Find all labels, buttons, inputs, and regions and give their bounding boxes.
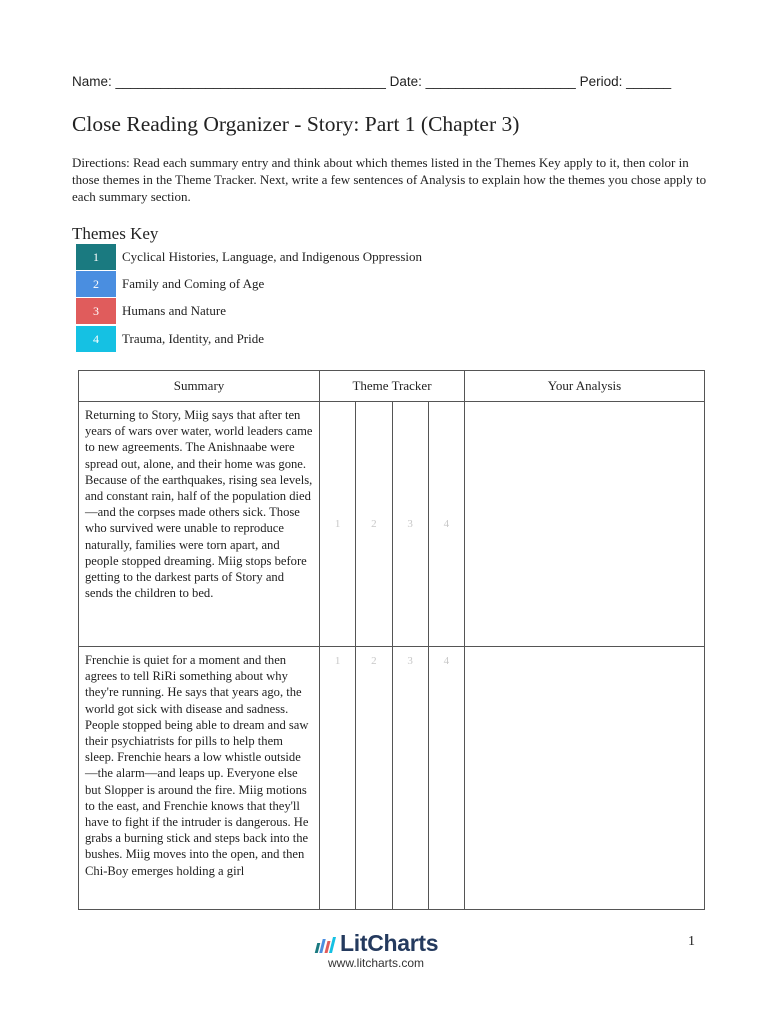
analysis-cell[interactable] <box>465 647 705 910</box>
theme-key-item-2 <box>76 271 264 297</box>
theme-label-2: Family and Coming of Age <box>122 276 265 291</box>
tracker-box-3[interactable]: 3 <box>393 647 429 909</box>
theme-tracker-cell <box>320 647 465 910</box>
theme-tracker-cell <box>320 402 465 647</box>
logo-bars-icon <box>316 935 336 953</box>
table-row <box>79 402 705 647</box>
page-title: Close Reading Organizer - Story: Part 1 (Chapter 3) <box>72 112 520 136</box>
table-header-row <box>79 371 705 402</box>
theme-label-4: Trauma, Identity, and Pride <box>122 331 265 346</box>
period-field[interactable]: ______ <box>626 74 672 89</box>
tracker-box-3[interactable]: 3 <box>393 402 429 646</box>
summary-cell: Frenchie is quiet for a moment and then agrees to tell RiRi something about why they're running. He says that years ago, the world got sick with disease and sadness. People stopped being able to dream and saw their psychiatrists for pills to help them sleep. Frenchie hears a low whistle outside—the alarm—and leaps up. Everyone else but Slopper is around the fire. Miig motions to the east, and Frenchie knows that they'll have to fight if the intruder is dangerous. He grabs a burning stick and steps back into the bushes. Miig moves into the open, and then Chi-Boy emerges holding a girl <box>79 647 320 910</box>
themes-key-heading: Themes Key <box>72 224 159 243</box>
directions-text: Directions: Read each summary entry and think about which themes listed in the Themes Key apply to it, then color in those themes in the Theme Tracker. Next, write a few sentences of Analysis to explain how the themes you chose apply to each summary section. <box>72 155 707 204</box>
analysis-header: Your Analysis <box>465 371 705 402</box>
tracker-box-4[interactable]: 4 <box>443 655 450 667</box>
summary-header: Summary <box>79 371 320 402</box>
theme-tracker-header: Theme Tracker <box>320 371 465 402</box>
name-label: Name: <box>72 74 112 89</box>
page-number: 1 <box>688 934 695 949</box>
tracker-box-2[interactable]: 2 <box>356 647 392 909</box>
theme-label-1: Cyclical Histories, Language, and Indigenous Oppression <box>122 249 423 264</box>
theme-swatch-2: 2 <box>76 271 116 297</box>
tracker-box-2[interactable]: 2 <box>356 402 392 646</box>
analysis-cell[interactable] <box>465 402 705 647</box>
theme-key-item-4 <box>76 326 264 352</box>
theme-swatch-3: 3 <box>76 298 116 324</box>
litcharts-logo <box>316 930 438 957</box>
date-label: Date: <box>389 74 422 89</box>
close-reading-table <box>78 370 705 910</box>
footer-url: www.litcharts.com <box>328 956 425 970</box>
date-field[interactable]: ____________________ <box>425 74 576 89</box>
theme-swatch-4: 4 <box>76 326 116 352</box>
theme-label-3: Humans and Nature <box>122 303 226 318</box>
tracker-box-1[interactable]: 1 <box>320 647 356 909</box>
tracker-box-1[interactable]: 1 <box>320 402 356 646</box>
tracker-box-4[interactable]: 4 <box>443 518 450 530</box>
student-info-line <box>72 74 672 89</box>
table-row <box>79 647 705 910</box>
summary-cell: Returning to Story, Miig says that after ten years of wars over water, world leaders came to new agreements. The Anishnaabe were spread out, alone, and their home was gone. Because of the earthquakes, rising sea levels, and constant rain, half of the population died—and the corpses made others sick. Those who survived were unable to reproduce naturally, families were torn apart, and people stopped dreaming. Miig stops before getting to the darkest parts of Story and sends the children to bed. <box>79 402 320 647</box>
theme-key-item-3 <box>76 298 226 324</box>
name-field[interactable]: ____________________________________ <box>115 74 386 89</box>
theme-key-item-1 <box>76 244 422 270</box>
theme-swatch-1: 1 <box>76 244 116 270</box>
period-label: Period: <box>579 74 623 89</box>
logo-text: LitCharts <box>340 930 439 956</box>
